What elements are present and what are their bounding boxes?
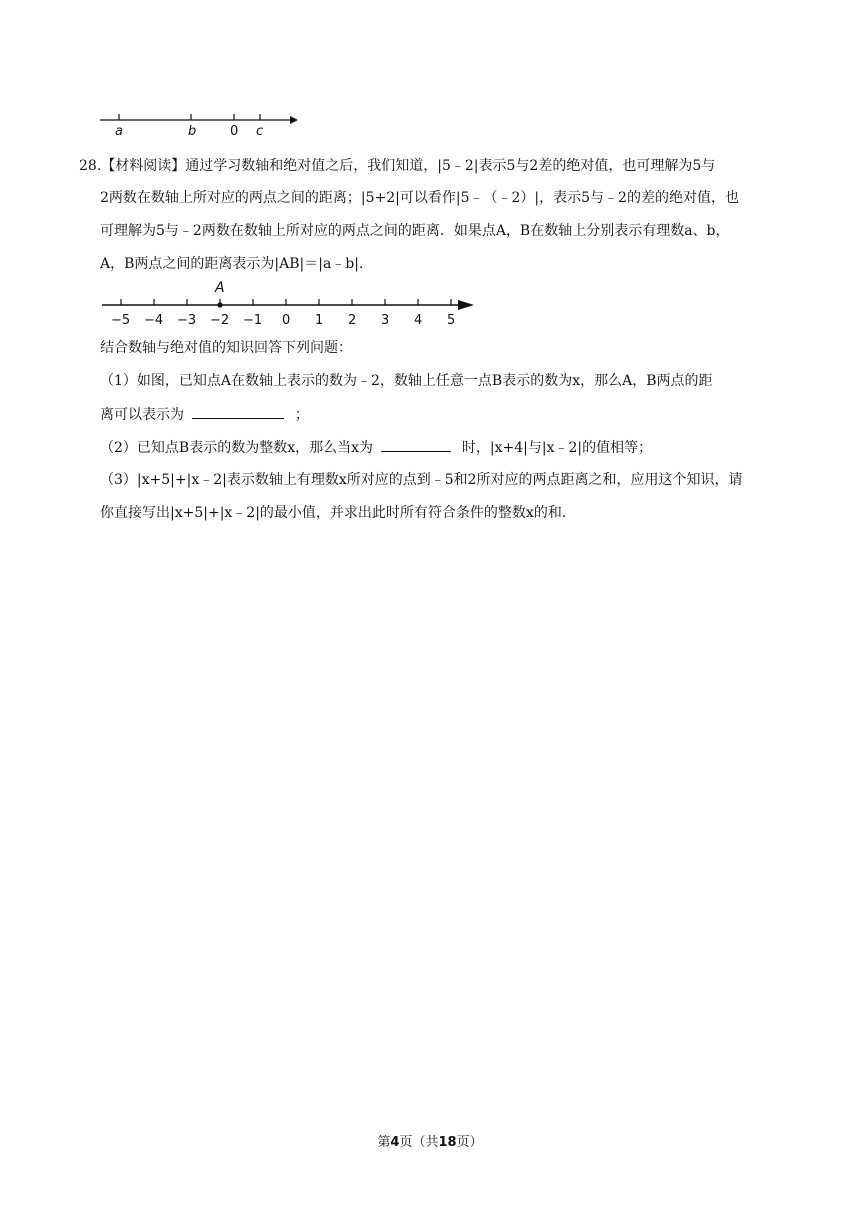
q1-text-2: 离可以表示为 (100, 407, 184, 423)
q1-answer-blank[interactable] (192, 404, 284, 419)
problem-para-2: 2两数在数轴上所对应的两点之间的距离；|5+2|可以看作|5﹣（﹣2）|，表示5与﹣2的差的绝对值，也 (100, 190, 739, 206)
problem-para-1: 通过学习数轴和绝对值之后，我们知道，|5﹣2|表示5与2差的绝对值，也可理解为5与 (185, 158, 716, 174)
problem-line-1 (79, 156, 715, 176)
tick-label-neg3: −3 (177, 313, 197, 328)
point-a-label: A (215, 280, 225, 296)
footer-mid: 页（共 (399, 1135, 439, 1150)
tick-label-5: 5 (447, 313, 456, 328)
q3-text-2: 你直接写出|x+5|+|x﹣2|的最小值，并求出此时所有符合条件的整数x的和． (100, 505, 576, 521)
prev-label-zero: 0 (230, 124, 239, 139)
tick-label-3: 3 (381, 313, 390, 328)
q1-line-2 (100, 404, 309, 425)
tick-label-neg4: −4 (144, 313, 164, 328)
tick-label-0: 0 (282, 313, 291, 328)
footer-pre: 第 (377, 1135, 391, 1150)
tick-label-neg1: −1 (243, 313, 263, 328)
q1-text-1: （1）如图，已知点A在数轴上表示的数为﹣2，数轴上任意一点B表示的数为x，那么A，B两点的距 (100, 373, 713, 389)
problem-para-3: 可理解为5与﹣2两数在数轴上所对应的两点之间的距离．如果点A，B在数轴上分别表示有理数a、b， (100, 223, 730, 239)
q1-text-3: ； (294, 407, 309, 423)
intro-text (100, 338, 352, 358)
problem-line-4 (100, 254, 373, 274)
page-footer (0, 1131, 860, 1150)
q2-text-1: （2）已知点B表示的数为整数x，那么当x为 (100, 440, 373, 456)
arrow-icon (458, 300, 474, 310)
footer-page: 4 (390, 1135, 400, 1150)
q2-line (100, 437, 652, 458)
problem-para-4: A，B两点之间的距离表示为|AB|＝|a﹣b|． (100, 256, 373, 272)
q2-answer-blank[interactable] (381, 437, 451, 452)
tick-label-2: 2 (348, 313, 357, 328)
tick-label-4: 4 (414, 313, 423, 328)
q3-line-1 (100, 470, 743, 490)
prev-label-c: c (256, 124, 264, 139)
problem-number: 28. (79, 158, 102, 174)
q3-line-2 (100, 503, 576, 523)
number-line (100, 292, 480, 312)
intro-span: 结合数轴与绝对值的知识回答下列问题： (100, 340, 352, 356)
problem-line-3 (100, 221, 730, 241)
problem-tag: 【材料阅读】 (101, 158, 186, 174)
point-a-dot (217, 302, 222, 307)
q3-text-1: （3）|x+5|+|x﹣2|表示数轴上有理数x所对应的点到﹣5和2所对应的两点距离之和，应用这个知识，请 (100, 472, 743, 488)
q2-text-2: 时，|x+4|与|x﹣2|的值相等； (461, 440, 653, 456)
prev-label-a: a (115, 124, 123, 139)
tick-label-neg2: −2 (210, 313, 230, 328)
prev-label-b: b (188, 124, 197, 139)
tick-label-neg5: −5 (111, 313, 131, 328)
prev-number-line (95, 108, 305, 124)
footer-post: 页） (456, 1135, 483, 1150)
problem-line-2 (100, 188, 739, 208)
tick-label-1: 1 (315, 313, 324, 328)
footer-total: 18 (438, 1135, 457, 1150)
q1-line-1 (100, 371, 713, 391)
